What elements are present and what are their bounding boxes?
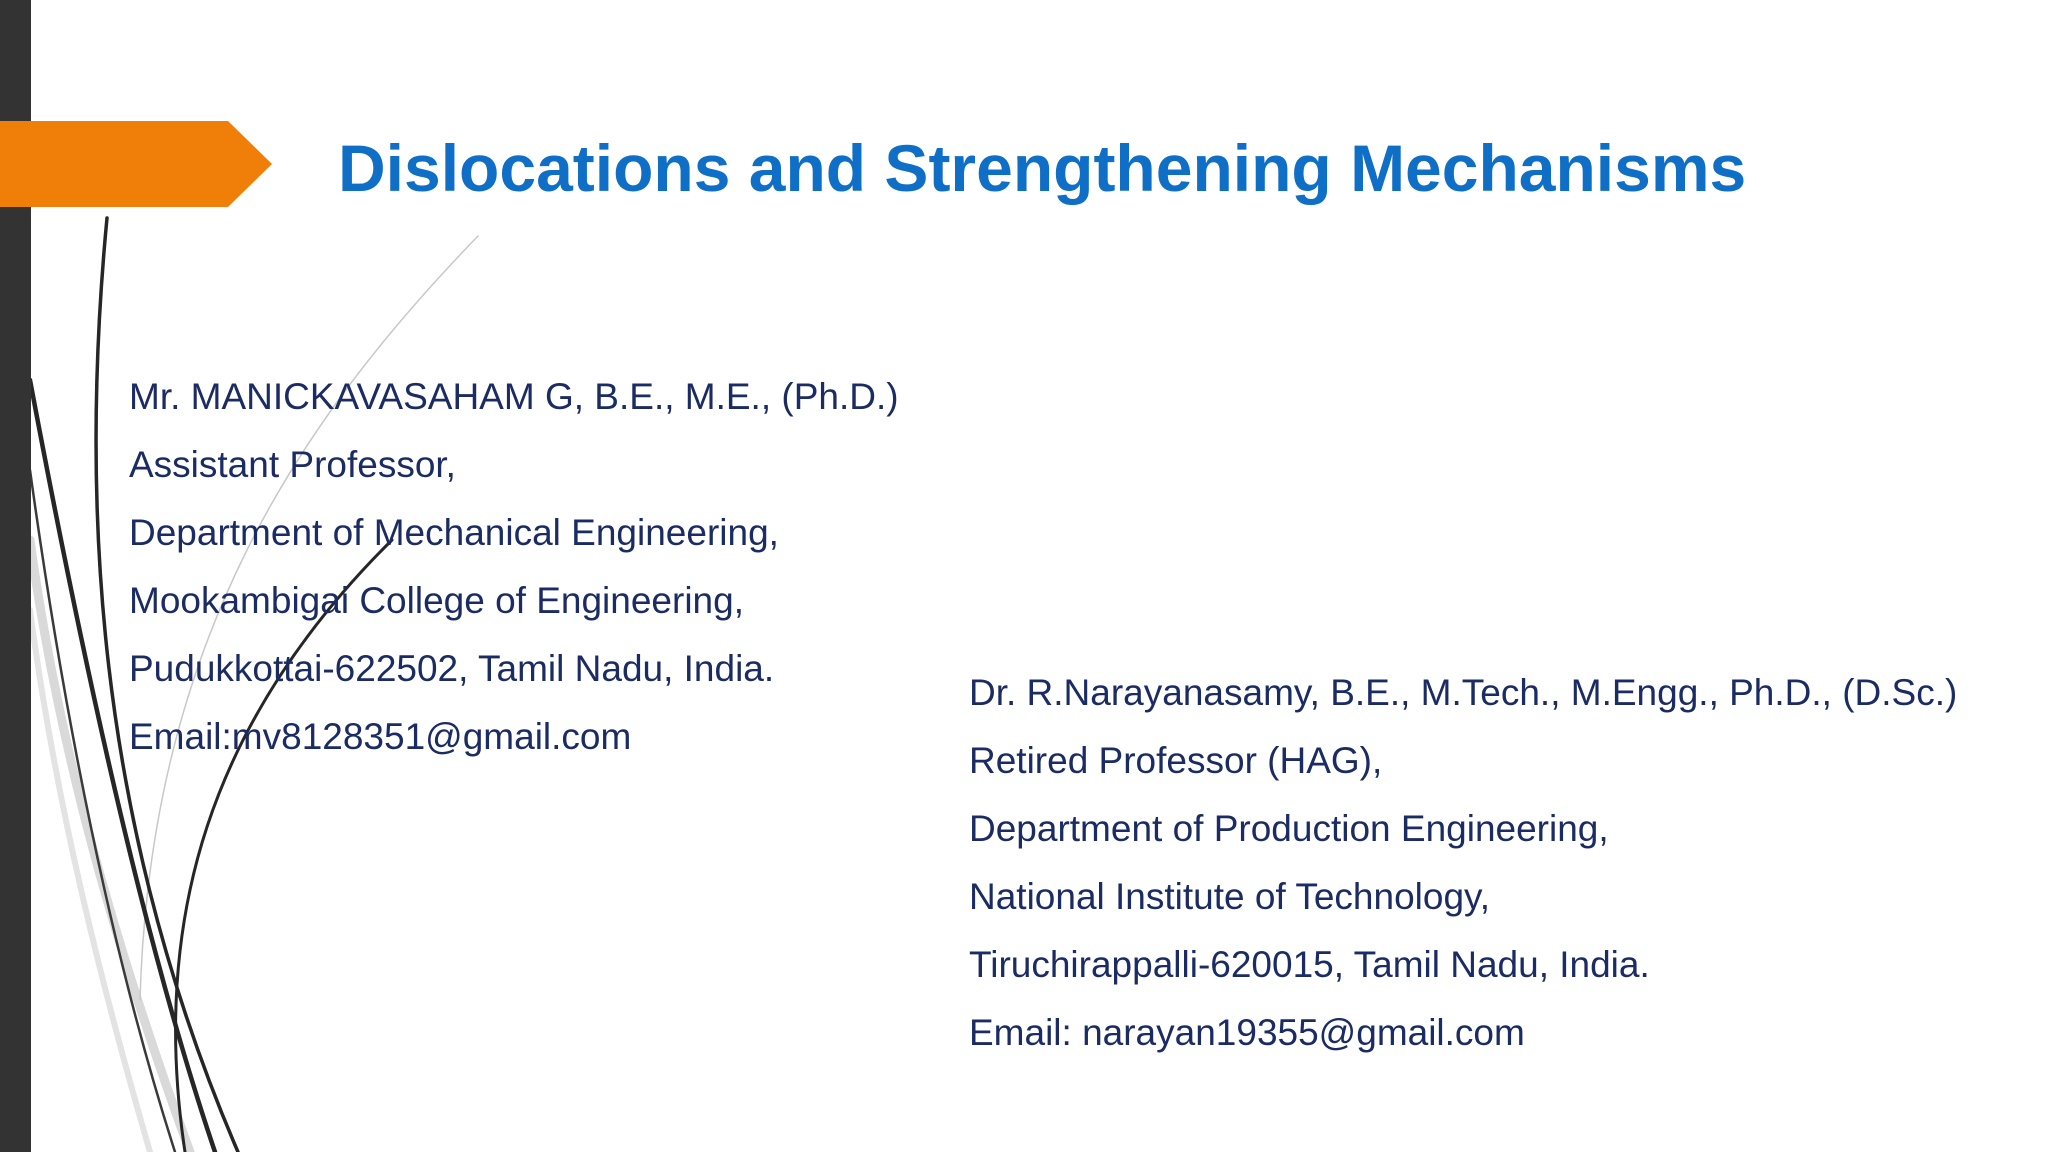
author-email: Email: narayan19355@gmail.com bbox=[969, 1012, 1525, 1053]
author-email: Email:mv8128351@gmail.com bbox=[129, 716, 632, 757]
author-institution: National Institute of Technology, bbox=[969, 876, 1491, 917]
author-name: Mr. MANICKAVASAHAM G, B.E., M.E., (Ph.D.) bbox=[129, 376, 899, 417]
author-institution: Mookambigai College of Engineering, bbox=[129, 580, 744, 621]
author-address: Tiruchirappalli-620015, Tamil Nadu, India. bbox=[969, 944, 1650, 985]
author-designation: Retired Professor (HAG), bbox=[969, 740, 1383, 781]
author-department: Department of Mechanical Engineering, bbox=[129, 512, 779, 553]
author-designation: Assistant Professor, bbox=[129, 444, 456, 485]
author-name: Dr. R.Narayanasamy, B.E., M.Tech., M.Engg., Ph.D., (D.Sc.) bbox=[969, 672, 1958, 713]
author-block-1 bbox=[129, 363, 899, 771]
author-address: Pudukkottai-622502, Tamil Nadu, India. bbox=[129, 648, 775, 689]
title-arrow-accent bbox=[0, 121, 272, 207]
author-block-2 bbox=[969, 659, 1957, 1067]
author-department: Department of Production Engineering, bbox=[969, 808, 1609, 849]
slide-title: Dislocations and Strengthening Mechanisms bbox=[338, 131, 1747, 205]
